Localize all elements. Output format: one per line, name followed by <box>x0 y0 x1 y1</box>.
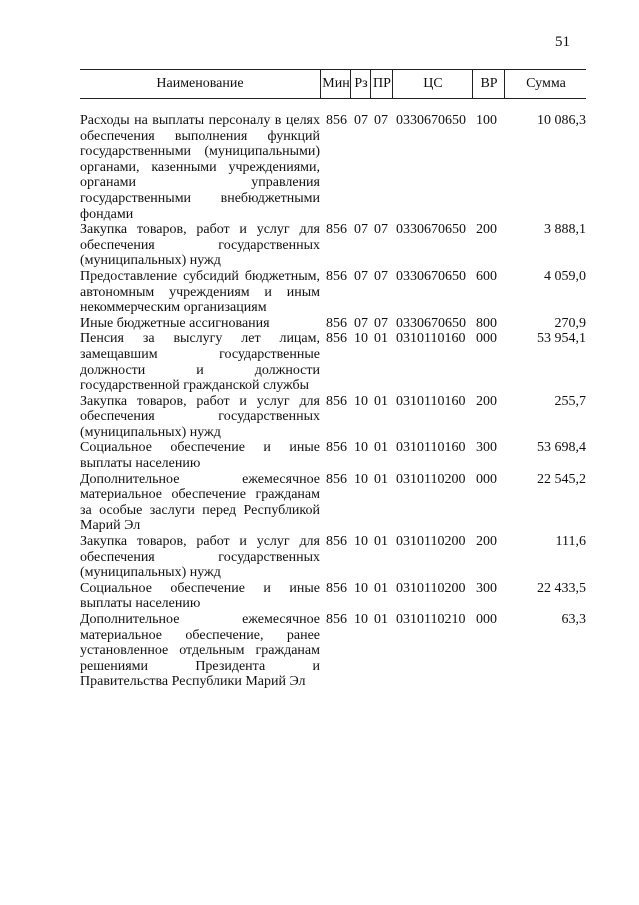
row-sum: 22 545,2 <box>537 471 586 487</box>
row-pr: 07 <box>374 268 388 284</box>
table-row <box>80 222 586 269</box>
header-bottom-rule <box>80 98 586 99</box>
header-pr: ПР <box>370 70 393 98</box>
row-name: Социальное обеспечение и иные выплаты населению <box>80 580 320 612</box>
row-cs: 0330670650 <box>396 222 466 238</box>
table-body <box>80 113 586 690</box>
header-name: Наименование <box>156 76 244 91</box>
row-rz: 10 <box>354 612 368 627</box>
row-rz: 10 <box>354 471 368 487</box>
header-cs: ЦС <box>392 70 473 98</box>
row-pr: 01 <box>374 534 388 550</box>
row-cs: 0330670650 <box>396 268 466 284</box>
row-sum: 3 888,1 <box>544 222 586 238</box>
row-pr: 07 <box>374 222 388 238</box>
row-cs: 0310110160 <box>396 393 466 409</box>
header-rz: Рз <box>350 70 371 98</box>
table-row <box>80 612 586 690</box>
row-name: Пенсия за выслугу лет лицам, замещавшим государственные должности и должности государственной гражданской службы <box>80 331 320 394</box>
row-rz: 10 <box>354 331 368 347</box>
table-row <box>80 269 586 316</box>
row-rz: 10 <box>354 580 368 596</box>
row-name: Дополнительное ежемесячное материальное обеспечение, ранее установленное отдельным гражданам решениями Президента и Правительства Республики Марий Эл <box>80 612 320 690</box>
row-vr: 300 <box>476 440 497 456</box>
row-pr: 07 <box>374 113 388 128</box>
row-sum: 255,7 <box>554 393 586 409</box>
row-cs: 0310110200 <box>396 534 466 550</box>
header-sum: Сумма <box>504 70 587 98</box>
row-pr: 01 <box>374 331 388 347</box>
row-pr: 01 <box>374 580 388 596</box>
row-sum: 270,9 <box>554 315 586 331</box>
row-rz: 10 <box>354 393 368 409</box>
row-min: 856 <box>326 113 347 128</box>
row-vr: 100 <box>476 113 497 128</box>
table-header <box>80 70 586 98</box>
row-min: 856 <box>326 580 347 596</box>
row-pr: 07 <box>374 315 388 331</box>
row-vr: 200 <box>476 393 497 409</box>
row-name: Предоставление субсидий бюджетным, автономным учреждениям и иным некоммерческим организациям <box>80 268 320 316</box>
table-row <box>80 534 586 581</box>
row-min: 856 <box>326 331 347 347</box>
row-name: Дополнительное ежемесячное материальное обеспечение гражданам за особые заслуги перед Республикой Марий Эл <box>80 471 320 534</box>
table-row <box>80 440 586 471</box>
row-vr: 000 <box>476 331 497 347</box>
row-cs: 0310110200 <box>396 471 466 487</box>
row-vr: 200 <box>476 222 497 238</box>
row-pr: 01 <box>374 393 388 409</box>
row-name: Расходы на выплаты персоналу в целях обеспечения выполнения функций государственными (муниципальными) органами, казенными учреждениями, органами управления государственными внебюджетными фондами <box>80 113 320 222</box>
row-pr: 01 <box>374 440 388 456</box>
row-name: Социальное обеспечение и иные выплаты населению <box>80 440 320 472</box>
row-name: Иные бюджетные ассигнования <box>80 315 270 331</box>
row-cs: 0310110160 <box>396 331 466 347</box>
row-min: 856 <box>326 393 347 409</box>
table-row <box>80 581 586 612</box>
row-min: 856 <box>326 612 347 627</box>
row-pr: 01 <box>374 471 388 487</box>
header-min: Мин <box>320 70 351 98</box>
row-min: 856 <box>326 471 347 487</box>
row-vr: 200 <box>476 534 497 550</box>
table-row <box>80 472 586 534</box>
row-cs: 0310110200 <box>396 580 466 596</box>
header-vr: ВР <box>472 70 505 98</box>
row-name: Закупка товаров, работ и услуг для обеспечения государственных (муниципальных) нужд <box>80 393 320 440</box>
row-sum: 10 086,3 <box>537 113 586 128</box>
row-cs: 0330670650 <box>396 113 466 128</box>
row-sum: 53 698,4 <box>537 440 586 456</box>
row-vr: 000 <box>476 612 497 627</box>
row-vr: 600 <box>476 268 497 284</box>
row-min: 856 <box>326 315 347 331</box>
row-cs: 0310110210 <box>396 612 466 627</box>
row-vr: 800 <box>476 315 497 331</box>
row-rz: 07 <box>354 268 368 284</box>
table-row <box>80 113 586 222</box>
row-min: 856 <box>326 534 347 550</box>
row-sum: 63,3 <box>561 612 586 627</box>
row-sum: 4 059,0 <box>544 268 586 284</box>
row-vr: 000 <box>476 471 497 487</box>
row-rz: 10 <box>354 440 368 456</box>
row-sum: 53 954,1 <box>537 331 586 347</box>
row-min: 856 <box>326 440 347 456</box>
table-row <box>80 331 586 393</box>
row-rz: 07 <box>354 222 368 238</box>
row-rz: 10 <box>354 534 368 550</box>
row-pr: 01 <box>374 612 388 627</box>
row-sum: 22 433,5 <box>537 580 586 596</box>
row-min: 856 <box>326 222 347 238</box>
row-cs: 0330670650 <box>396 315 466 331</box>
row-vr: 300 <box>476 580 497 596</box>
page-number: 51 <box>555 34 570 50</box>
row-name: Закупка товаров, работ и услуг для обеспечения государственных (муниципальных) нужд <box>80 222 320 269</box>
row-name: Закупка товаров, работ и услуг для обеспечения государственных (муниципальных) нужд <box>80 534 320 581</box>
table-row <box>80 316 586 332</box>
row-cs: 0310110160 <box>396 440 466 456</box>
row-min: 856 <box>326 268 347 284</box>
row-rz: 07 <box>354 315 368 331</box>
row-sum: 111,6 <box>555 534 586 550</box>
table-row <box>80 394 586 441</box>
row-rz: 07 <box>354 113 368 128</box>
